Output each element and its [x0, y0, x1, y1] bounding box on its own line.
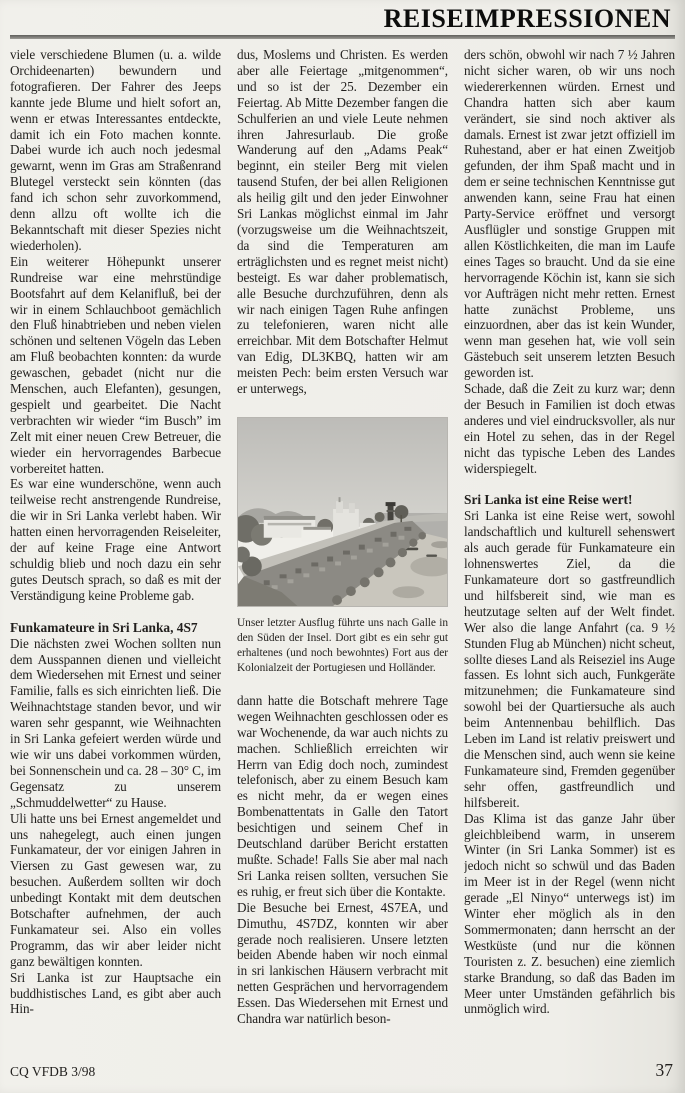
column-1 [10, 47, 221, 1067]
page-footer [10, 1060, 673, 1081]
body-paragraph: Ein weiterer Höhepunkt unserer Rundreise war eine mehrstündige Bootsfahrt auf dem Kelanifluß, bei der wir in einem Schlauchboot gemächlich den Fluß hinabtrieben und neben vielen schönen und seltenen Vögeln das Leben am Fluß beobachten konnten: da wurde gewaschen, gebadet (nicht nur die Menschen, auch Elefanten), gesungen, gespielt und gearbeitet. Die Nacht verbrachten wir wieder “im Busch” im Zelt mit einer neuen Crew Betreuer, die wieder ein hervorragendes Barbecue vorbereitet hatten. [10, 253, 221, 476]
body-paragraph: Die nächsten zwei Wochen sollten nun dem Ausspannen dienen und vielleicht dem Wiedersehen mit Ernest und seiner Familie, falls es sich einrichten ließ. Die Weihnachtstage standen bevor, und wir waren sehr gespannt, wie Weihnachten in Sri Lanka gefeiert werden würde und wie wir uns dabei vorkommen würden, bei Sonnenschein und ca. 28 – 30° C, im Gegensatz zu unserem „Schmuddelwetter“ zu Hause. [10, 635, 221, 810]
body-paragraph: Schade, daß die Zeit zu kurz war; denn der Besuch in Familien ist doch etwas anderes und viel eindrucksvoller, als nur ein Hotel zu sehen, das in der Regel nicht das typische Leben des Landes widerspiegelt. [464, 381, 675, 476]
galle-fort-photo [237, 417, 448, 607]
section-heading-funkamateure: Funkamateure in Sri Lanka, 4S7 [10, 619, 198, 635]
section-heading-reise-wert: Sri Lanka ist eine Reise wert! [464, 492, 633, 508]
journal-issue-label: CQ VFDB 3/98 [10, 1064, 96, 1079]
body-paragraph: dann hatte die Botschaft mehrere Tage wegen Weihnachten geschlossen oder es war Wochenende, da war auch nichts zu machen. Schließlich erreichten wir Herrn van Edig doch noch, zumindest telefonisch, aber zu einem Besuch kam es nicht mehr, da er wegen eines Bombenattentats in Galle den Tatort besichtigen und seinem Chef in Deutschland darüber Bericht erstatten mußte. Schade! Falls Sie aber mal nach Sri Lanka reisen sollten, versuchen Sie es ruhig, er freut sich über die Kontakte. [237, 692, 448, 899]
photo-figure [237, 417, 448, 676]
page-number: 37 [655, 1060, 673, 1080]
body-paragraph: Uli hatte uns bei Ernest angemeldet und uns nahegelegt, auch einen jungen Funkamateur, der vor einigen Jahren in Viersen zu Gast gewesen war, zu besuchen. Außerdem sollten wir doch unbedingt Kontakt mit dem deutschen Botschafter aufnehmen, der auch Funkamateur sei. Also ein volles Programm, das wir aber leider nicht ganz bewältigen konnten. [10, 810, 221, 969]
page-title: REISEIMPRESSIONEN [383, 4, 671, 33]
body-paragraph: Das Klima ist das ganze Jahr über gleichbleibend warm, in unserem Winter (in Sri Lanka Sommer) ist es jedoch nicht so schwül und das Baden im Meer ist in der Regel (wenn nicht gerade „El Ninyo“ unterwegs ist) im Winter eher möglich als in den Sommermonaten; dann herrscht an der Westküste (und nur die können Touristen z. Z. besuchen) eine ziemlich starke Brandung, so daß das Baden im Meer unter Umständen gefährlich bis unmöglich wird. [464, 810, 675, 1017]
header-rule [10, 35, 675, 39]
body-paragraph: Sri Lanka ist eine Reise wert, sowohl landschaftlich und kulturell sehenswert als auch gerade für Funkamateure ein lohnenswertes Ziel, da die Funkamateure dort so gastfreundlich und hilfsbereit sind, wie man es heutzutage selten auf der Welt findet. Wer also die lange Anfahrt (ca. 9 ½ Stunden Flug ab München) nicht scheut, sollte dieses Land als Reiseziel ins Auge fassen. Es lohnt sich auch, Funkgeräte mitzunehmen; die Funkamateure sind sowohl bei der Quartiersuche als auch beim Antennenbau behilflich. Das Leben im Land ist relativ preiswert und die Menschen sind, auch wenn sie keine Funkamateure sind, Fremden gegenüber sehr offen, gastfreundlich und hilfsbereit. [464, 508, 675, 810]
column-3 [464, 47, 675, 1067]
column-2 [237, 47, 448, 1067]
page-header [10, 0, 675, 39]
body-paragraph: Es war eine wunderschöne, wenn auch teilweise recht anstrengende Rundreise, die wir in Sri Lanka verlebt haben. Wir hatten einen hervorragenden Reiseleiter, der auf keine Frage eine Antwort schuldig blieb und noch dazu ein sehr gutes Deutsch sprach, so daß es mit der Verständigung keine Probleme gab. [10, 476, 221, 603]
article-body [10, 47, 675, 1067]
body-paragraph: Sri Lanka ist zur Hauptsache ein buddhistisches Land, es gibt aber auch Hin- [10, 969, 221, 1017]
photo-caption: Unser letzter Ausflug führte uns nach Galle in den Süden der Insel. Dort gibt es ein sehr gut erhaltenes (und noch bewohntes) Fort aus der Kolonialzeit der Portugiesen und Holländer. [237, 616, 448, 674]
body-paragraph: dus, Moslems und Christen. Es werden aber alle Feiertage „mitgenommen“, und so ist der 25. Dezember ein Feiertag. Ab Mitte Dezember fangen die Schulferien an und viele Leute nehmen ihren Jahresurlaub. Die große Wanderung auf den „Adams Peak“ beginnt, ein steiler Berg mit vielen tausend Stufen, der bei allen Religionen als heilig gilt und den jeder Einwohner Sri Lankas möglichst einmal im Jahr (vorzugsweise um die Weihnachtszeit, da sind die Temperaturen am erträglichsten und es regnet meist nicht) besteigt. Es war daher problematisch, alle Besuche durchzuführen, denn als wir nach einigen Tagen Ruhe anfingen zu telefonieren, waren nicht alle erreichbar. Mit dem Botschafter Helmut van Edig, DL3KBQ, hatten wir am meisten Pech: beim ersten Versuch war er unterwegs, [237, 47, 448, 397]
body-paragraph: viele verschiedene Blumen (u. a. wilde Orchideenarten) bewundern und fotografieren. Der Fahrer des Jeeps kannte jede Blume und hielt sofort an, wenn er etwas Interessantes entdeckte, damit ich ein Foto machen konnte. Dabei wurde ich auch noch jedesmal gewarnt, wenn im Gras am Straßenrand Blutegel versteckt sein könnten (das fand ich schon sehr zuvorkommend, denn allzu oft wollte ich die Bekanntschaft mit dieser Spezies nicht wiederholen). [10, 47, 221, 253]
body-paragraph: Die Besuche bei Ernest, 4S7EA, und Dimuthu, 4S7DZ, konnten wir aber gerade noch realisieren. Unsere letzten beiden Abende haben wir noch einmal in sri lankischen Häusern verbracht mit netten Gesprächen und hervorragendem Essen. Das Wiedersehen mit Ernest und Chandra war natürlich beson- [237, 899, 448, 1027]
body-paragraph: ders schön, obwohl wir nach 7 ½ Jahren nicht sicher waren, ob wir uns noch wiedererkennen würden. Ernest und Chandra hatten sich aber kaum verändert, sie sind noch aktiver als damals. Ernest ist zwar jetzt offiziell im Ruhestand, aber er hat einen Zweitjob gefunden, der ihm Spaß macht und in dem er seine technischen Kenntnisse gut anwenden kann, seine Frau hat einen Party-Service eröffnet und versorgt Ausflügler und sonstige Gruppen mit allen Köstlichkeiten, die man im Laufe eines Tages so braucht. Und da sie eine hervorragende Köchin ist, kann sie sich vor Aufträgen nicht mehr retten. Ernest hatte zunächst Probleme, uns einzuordnen, aber das ist kein Wunder, wenn man gesehen hat, wie voll sein Gästebuch seit unserem letzten Besuch geworden ist. [464, 47, 675, 381]
